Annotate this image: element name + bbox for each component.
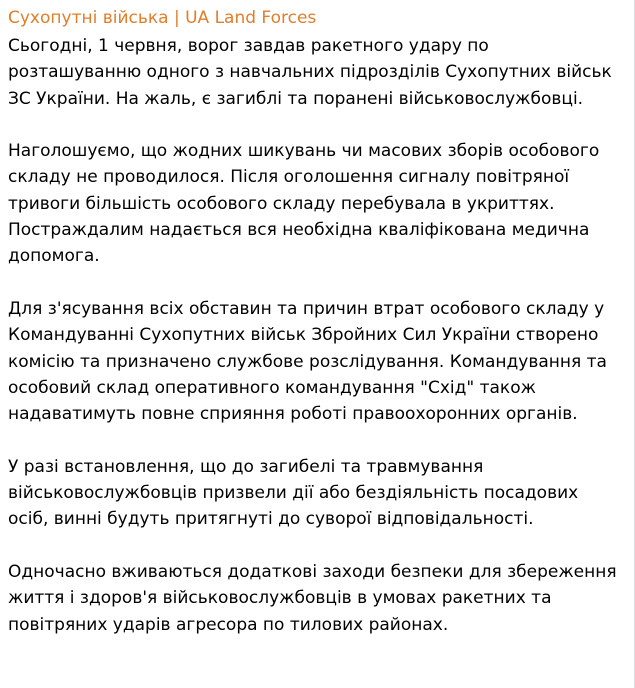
message-paragraph: Для з'ясування всіх обставин та причин втрат особового складу у Командуванні Сухопутних військ Збройних Сил України створено комісію та призначено службове розслідування. Командування та особовий склад оперативного командування "Схід" також надаватимуть повне сприяння роботі правоохоронних органів. (8, 298, 607, 425)
message-text (8, 33, 622, 638)
message-paragraph: Наголошуємо, що жодних шикувань чи масових зборів особового складу не проводилося. Після оголошення сигналу повітряної тривоги більшість особового складу перебувала в укриттях. Постраждалим надається вся необхідна кваліфікована медична допомога. (8, 141, 600, 267)
channel-name-link[interactable]: Сухопутні війська | UA Land Forces (8, 8, 317, 28)
message-paragraph: Одночасно вживаються додаткові заходи безпеки для збереження життя і здоров'я військовослужбовців в умовах ракетних та повітряних ударів агресора по тилових районах. (8, 561, 617, 635)
message-paragraph: Сьогодні, 1 червня, ворог завдав ракетного удару по розташуванню одного з навчальних підрозділів Сухопутних військ ЗС України. На жаль, є загиблі та поранені військовослужбовці. (8, 36, 612, 109)
message-paragraph: У разі встановлення, що до загибелі та травмування військовослужбовців призвели дії або бездіяльність посадових осіб, винні будуть притягнуті до суворої відповідальності. (8, 456, 579, 530)
